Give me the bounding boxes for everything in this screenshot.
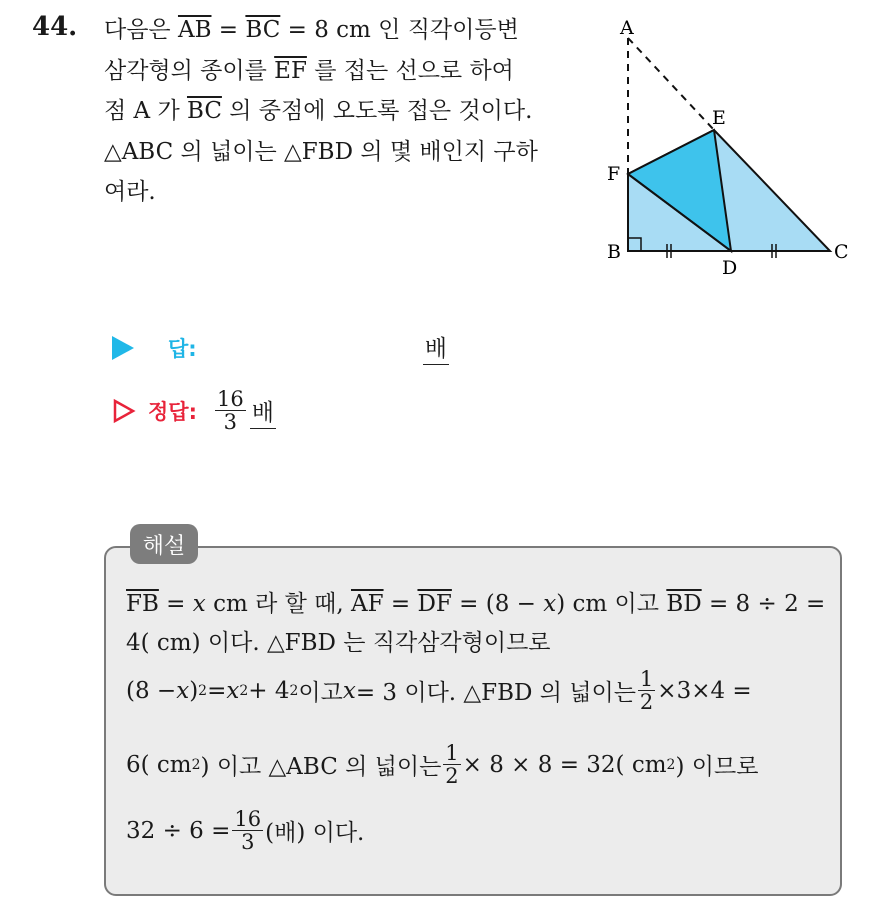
question-line-5: 여라.: [104, 179, 156, 205]
question-line-3: 점 A 가 $\overline{BC}$ 의 중점에 오도록 접은 것이다.: [104, 98, 533, 124]
question-number: 44.: [32, 12, 78, 42]
solution-line-5: 32 ÷ 6 = $\frac{16}{3}$ (배) 이다.: [126, 807, 365, 854]
label-e: E: [712, 107, 726, 129]
correct-answer-label: 정답:: [148, 399, 197, 424]
solution-tab: 해설: [130, 524, 198, 564]
segment-bc: $\overline{BC}$: [245, 17, 281, 43]
correct-answer-row: [112, 388, 276, 433]
label-d: D: [722, 257, 738, 279]
segment-ab: $\overline{AB}$: [177, 17, 212, 43]
play-icon: [112, 336, 134, 360]
segment-bc-2: $\overline{BC}$: [186, 98, 222, 124]
solution-line-1: $\overline{FB} = x$ cm 라 할 때, $\overline{AF} = \overline{DF} = (8 - x)$ cm 이고 $\overline{BD} = 8 \div 2$ =: [126, 591, 826, 617]
label-f: F: [607, 163, 621, 185]
fraction-numerator: 16: [216, 387, 244, 411]
answer-row: [112, 330, 449, 365]
triangle-figure: [598, 16, 868, 286]
solution-line-2: 4( cm) 이다. △FBD 는 직각삼각형이므로: [126, 630, 551, 656]
dashed-ae: [628, 38, 714, 130]
question-line-4: △ABC 의 넓이는 △FBD 의 몇 배인지 구하: [104, 138, 538, 165]
label-c: C: [834, 241, 849, 263]
outline-play-icon: [112, 398, 136, 424]
question-text: [104, 10, 584, 213]
segment-ef: $\overline{EF}$: [274, 57, 307, 84]
fraction-denominator: 3: [223, 410, 238, 434]
answer-unit: 배: [423, 330, 449, 365]
solution-line-3: (8 − x ) 2 = x 2 + 4 2 이고 x = 3 이다. △FBD 의 넓이는 $\frac{1}{2}$ ×3×4 =: [126, 667, 752, 714]
fraction-sixteen-thirds: $\frac{16}{3}$: [234, 807, 262, 854]
correct-answer-fraction: [215, 388, 246, 433]
label-b: B: [607, 241, 621, 263]
correct-answer-unit: 배: [250, 394, 276, 429]
fraction-half: $\frac{1}{2}$: [639, 667, 654, 714]
question-line-1: 다음은 $\overline{AB} = \overline{BC} = 8$ cm 인 직각이등변: [104, 17, 519, 43]
fraction-half-2: $\frac{1}{2}$: [445, 741, 459, 788]
label-a: A: [620, 17, 634, 39]
answer-label: 답:: [168, 336, 197, 361]
question-line-2: 삼각형의 종이를 $\overline{EF}$ 를 접는 선으로 하여: [104, 57, 514, 84]
solution-line-4: 6( cm 2 ) 이고 △ABC 의 넓이는 $\frac{1}{2}$ × 8 × 8 = 32( cm 2 ) 이므로: [126, 741, 759, 788]
